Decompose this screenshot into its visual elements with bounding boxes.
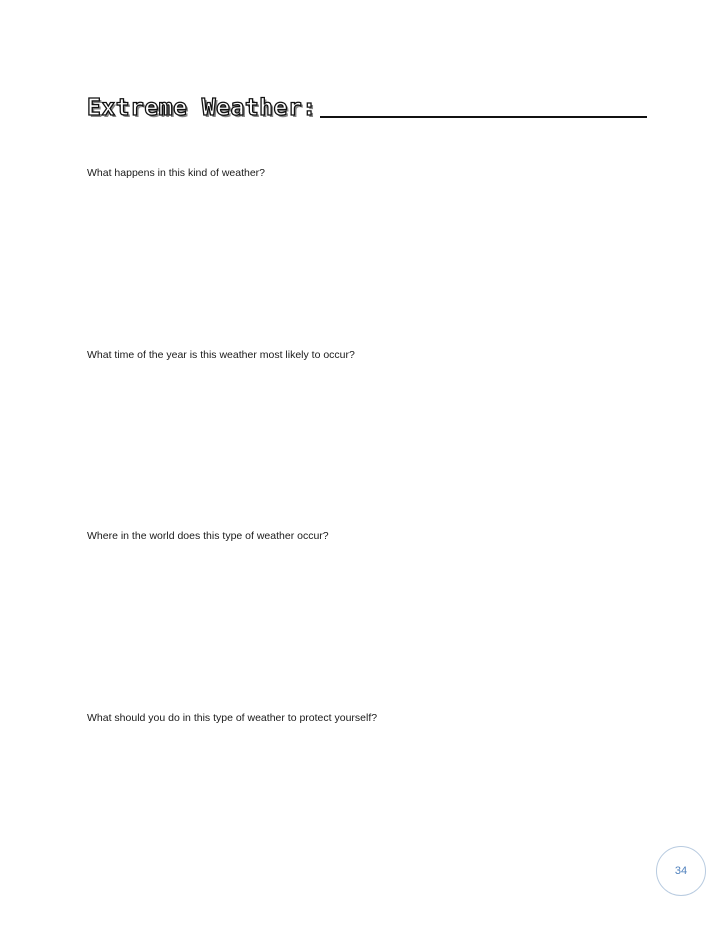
answer-area-1[interactable] <box>87 184 642 334</box>
question-2: What time of the year is this weather most likely to occur? <box>87 349 355 361</box>
title-row <box>87 88 647 122</box>
title-fill-in-line[interactable] <box>320 116 647 118</box>
question-4: What should you do in this type of weather to protect yourself? <box>87 712 378 724</box>
question-3: Where in the world does this type of weather occur? <box>87 530 329 542</box>
page-number-badge <box>656 846 706 896</box>
answer-area-4[interactable] <box>87 729 642 879</box>
question-1: What happens in this kind of weather? <box>87 167 266 179</box>
answer-area-3[interactable] <box>87 547 642 697</box>
page-title: Extreme Weather: <box>87 95 317 121</box>
page-number: 34 <box>674 865 688 877</box>
answer-area-2[interactable] <box>87 366 642 516</box>
